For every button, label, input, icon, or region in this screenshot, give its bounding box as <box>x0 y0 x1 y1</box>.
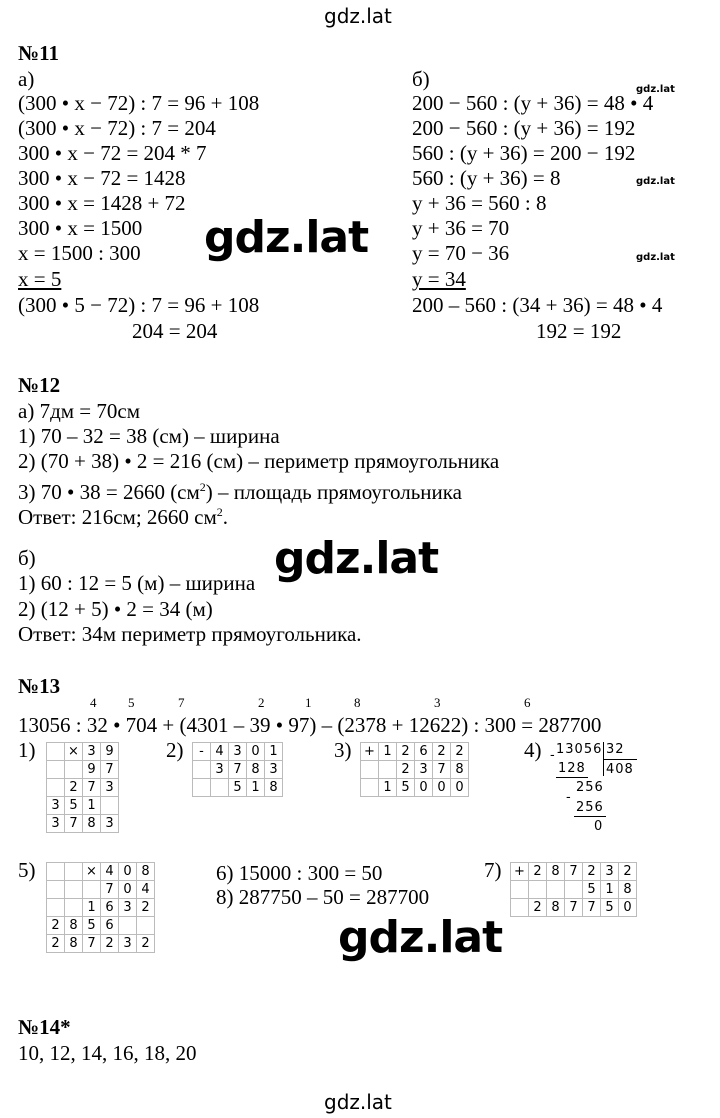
order-number: 5 <box>128 695 135 710</box>
watermark-small: gdz.lat <box>636 252 675 263</box>
text-line: б) <box>18 546 36 570</box>
order-number: 8 <box>354 695 361 710</box>
answer-line: Ответ: 34м периметр прямоугольника. <box>18 622 362 646</box>
check-result: 192 = 192 <box>536 319 622 343</box>
check-line: 200 – 560 : (34 + 36) = 48 • 4 <box>412 293 663 317</box>
watermark-small: gdz.lat <box>636 84 675 95</box>
watermark-bottom: gdz.lat <box>324 1090 392 1114</box>
calc-label: 7) <box>484 858 502 882</box>
problem-12-title: №12 <box>18 373 61 397</box>
watermark-small: gdz.lat <box>636 176 675 187</box>
calc-line-8: 8) 287750 – 50 = 287700 <box>216 885 430 909</box>
check-result: 204 = 204 <box>132 319 218 343</box>
expression: 13056 : 32 • 704 + (4301 – 39 • 97) – (2378 + 12622) : 300 = 287700 <box>18 713 602 737</box>
order-number: 2 <box>258 695 265 710</box>
equation-line: 300 • x = 1500 <box>18 216 143 240</box>
text-line: 2) (70 + 38) • 2 = 216 (см) – периметр прямоугольника <box>18 449 500 473</box>
check-line: (300 • 5 − 72) : 7 = 96 + 108 <box>18 293 260 317</box>
subtraction-4301-3783: - 4 3 0 1 3 7 8 3 5 1 8 <box>192 742 283 797</box>
text-line-area: 3) 70 • 38 = 2660 $(см^2)$ – площадь прямоугольника <box>18 480 462 504</box>
answer-line: x = 5 <box>18 267 62 291</box>
equation-line: (300 • x − 72) : 7 = 96 + 108 <box>18 91 260 115</box>
equation-line: 560 : (y + 36) = 8 <box>412 166 561 190</box>
multiplication-39x97: × 3 9 9 7 2 7 3 3 5 1 3 7 8 3 <box>46 742 119 833</box>
equation-line: 300 • x − 72 = 204 * 7 <box>18 141 207 165</box>
problem-11-title: №11 <box>18 41 59 65</box>
equation-line: 560 : (y + 36) = 200 − 192 <box>412 141 636 165</box>
part-b-label: б) <box>412 67 430 91</box>
equation-line: (300 • x − 72) : 7 = 204 <box>18 116 216 140</box>
watermark-large: gdz.lat <box>338 912 503 963</box>
text-line: а) 7дм = 70см <box>18 399 140 423</box>
equation-line: 200 − 560 : (y + 36) = 192 <box>412 116 636 140</box>
equation-line: x = 1500 : 300 <box>18 241 141 265</box>
part-a-label: а) <box>18 67 35 91</box>
problem-14-title: №14* <box>18 1015 71 1039</box>
equation-line: 300 • x = 1428 + 72 <box>18 191 186 215</box>
multiplication-408x704: × 4 0 8 7 0 4 1 6 3 2 2 8 5 6 2 8 7 2 3 2 <box>46 862 155 953</box>
calc-label: 2) <box>166 738 184 762</box>
calc-label: 3) <box>334 738 352 762</box>
order-number: 6 <box>524 695 531 710</box>
equation-line: 300 • x − 72 = 1428 <box>18 166 186 190</box>
text-line: 1) 70 – 32 = 38 (см) – ширина <box>18 424 280 448</box>
order-number: 3 <box>434 695 441 710</box>
watermark-large: gdz.lat <box>204 212 369 263</box>
calc-label: 1) <box>18 738 36 762</box>
problem-13-title: №13 <box>18 674 61 698</box>
addition-287232-518: + 2 8 7 2 3 2 5 1 8 2 8 7 7 5 0 <box>510 862 637 917</box>
equation-line: 200 − 560 : (y + 36) = 48 • 4 <box>412 91 654 115</box>
calc-line-6: 6) 15000 : 300 = 50 <box>216 861 383 885</box>
text-line: 2) (12 + 5) • 2 = 34 (м) <box>18 597 213 621</box>
text-line: 1) 60 : 12 = 5 (м) – ширина <box>18 571 256 595</box>
equation-line: y = 70 − 36 <box>412 241 510 265</box>
calc-label: 5) <box>18 858 36 882</box>
calc-label: 4) <box>524 738 542 762</box>
order-number: 7 <box>178 695 185 710</box>
watermark-large: gdz.lat <box>274 533 439 584</box>
addition-12622-2378: + 1 2 6 2 2 2 3 7 8 1 5 0 0 0 <box>360 742 469 797</box>
order-number: 1 <box>305 695 312 710</box>
answer-line: 10, 12, 14, 16, 18, 20 <box>18 1041 197 1065</box>
answer-line: y = 34 <box>412 267 466 291</box>
equation-line: y + 36 = 560 : 8 <box>412 191 547 215</box>
order-number: 4 <box>90 695 97 710</box>
equation-line: y + 36 = 70 <box>412 216 510 240</box>
watermark-top: gdz.lat <box>324 4 392 28</box>
answer-line: Ответ: 216см; 2660 $см^2$. <box>18 505 229 529</box>
